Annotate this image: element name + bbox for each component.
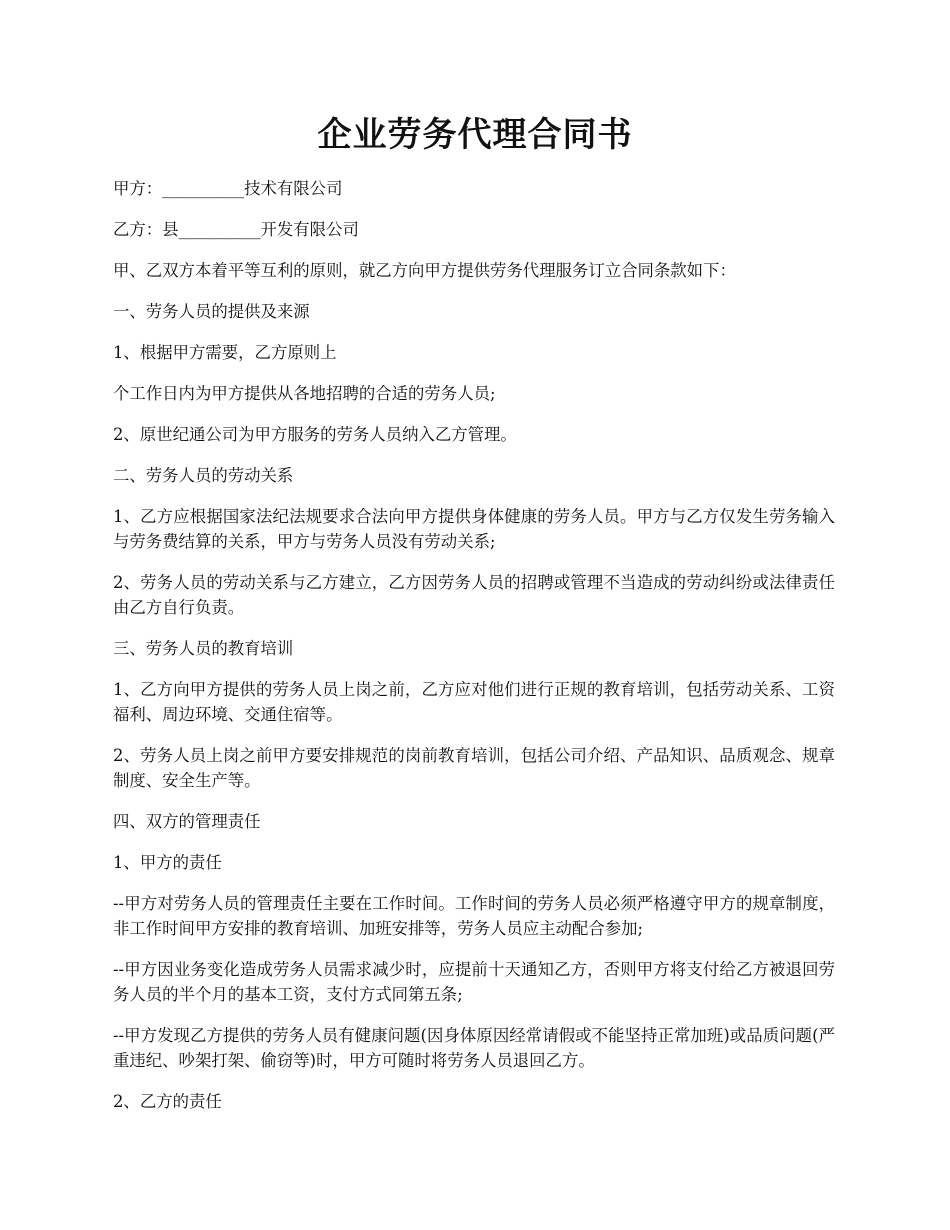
section-heading-3: 三、劳务人员的教育培训	[113, 639, 294, 658]
clause-1-2: 2、原世纪通公司为甲方服务的劳务人员纳入乙方管理。	[113, 425, 517, 444]
clause-2-2: 2、劳务人员的劳动关系与乙方建立，乙方因劳务人员的招聘或管理不当造成的劳动纠纷或法律责任由乙方自行负责。	[113, 573, 835, 617]
document-title: 企业劳务代理合同书	[317, 115, 633, 155]
clause-4-2-heading: 2、乙方的责任	[113, 1092, 222, 1111]
clause-2-1: 1、乙方应根据国家法纪法规要求合法向甲方提供身体健康的劳务人员。甲方与乙方仅发生劳务输入与劳务费结算的关系，甲方与劳务人员没有劳动关系;	[113, 507, 835, 551]
clause-4-1-item-1: --甲方对劳务人员的管理责任主要在工作时间。工作时间的劳务人员必须严格遵守甲方的规章制度，非工作时间甲方安排的教育培训、加班安排等，劳务人员应主动配合参加;	[113, 894, 835, 938]
party-a-line: 甲方：__________技术有限公司	[113, 179, 343, 198]
clause-4-1-item-3: --甲方发现乙方提供的劳务人员有健康问题(因身体原因经常请假或不能坚持正常加班)或品质问题(严重违纪、吵架打架、偷窃等)时，甲方可随时将劳务人员退回乙方。	[113, 1026, 835, 1070]
clause-3-1: 1、乙方向甲方提供的劳务人员上岗之前，乙方应对他们进行正规的教育培训，包括劳动关系、工资福利、周边环境、交通住宿等。	[113, 680, 835, 724]
clause-4-1-item-2: --甲方因业务变化造成劳务人员需求减少时，应提前十天通知乙方，否则甲方将支付给乙方被退回劳务人员的半个月的基本工资，支付方式同第五条;	[113, 960, 835, 1004]
clause-4-1-heading: 1、甲方的责任	[113, 853, 222, 872]
clause-1-1: 1、根据甲方需要，乙方原则上	[113, 343, 337, 362]
party-b-line: 乙方：县__________开发有限公司	[113, 220, 359, 239]
preamble: 甲、乙双方本着平等互利的原则，就乙方向甲方提供劳务代理服务订立合同条款如下：	[113, 261, 736, 280]
section-heading-2: 二、劳务人员的劳动关系	[113, 466, 294, 485]
section-heading-1: 一、劳务人员的提供及来源	[113, 302, 310, 321]
clause-1-1-continued: 个工作日内为甲方提供从各地招聘的合适的劳务人员;	[113, 384, 496, 403]
section-heading-4: 四、双方的管理责任	[113, 812, 261, 831]
clause-3-2: 2、劳务人员上岗之前甲方要安排规范的岗前教育培训，包括公司介绍、产品知识、品质观念、规章制度、安全生产等。	[113, 746, 835, 790]
document-body	[113, 176, 835, 1130]
